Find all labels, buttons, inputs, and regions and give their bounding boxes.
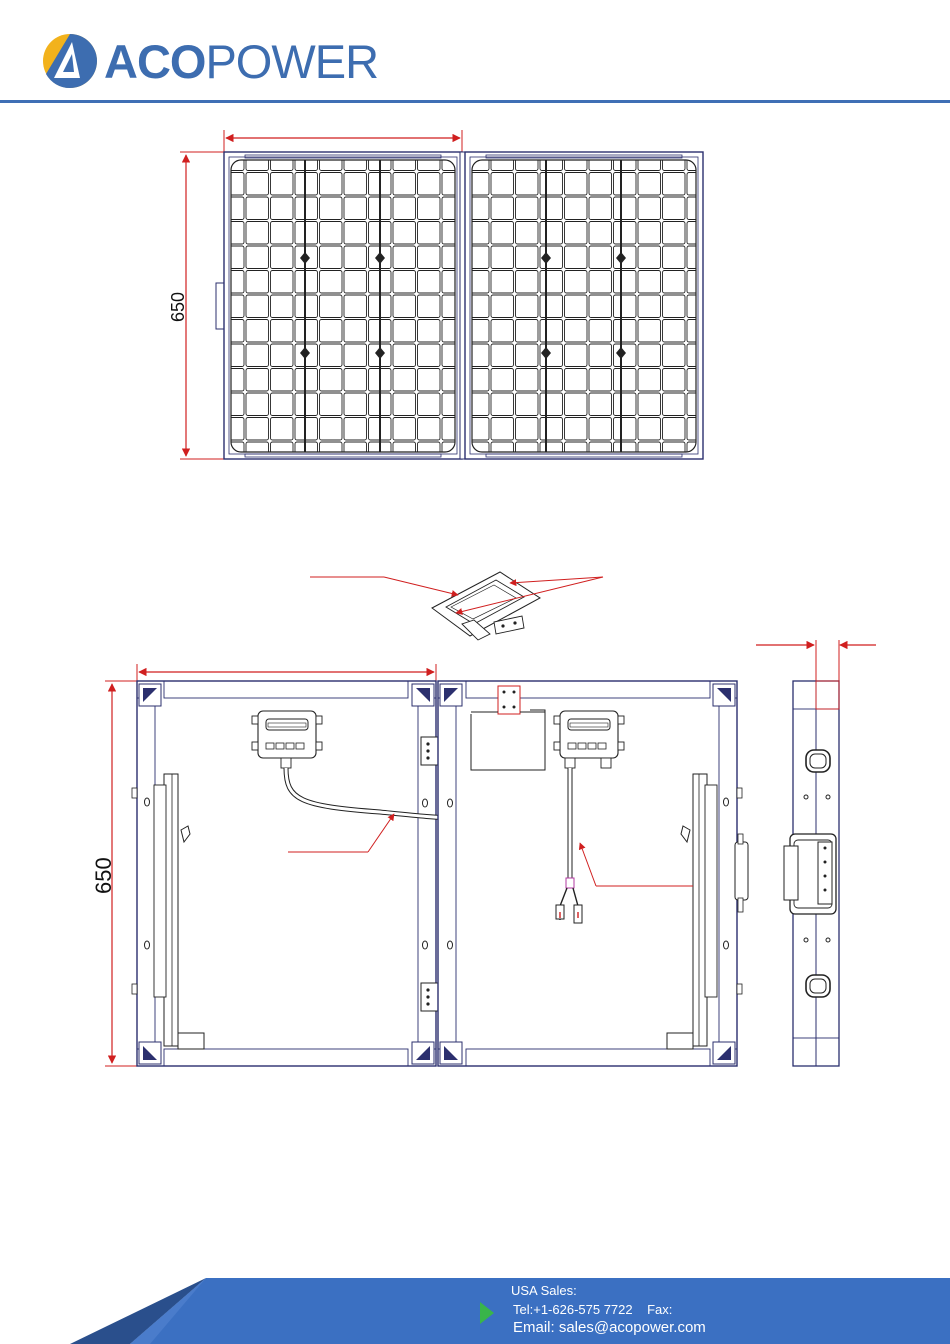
front-right-panel xyxy=(465,152,703,459)
brand-name-bold: ACO xyxy=(104,35,206,88)
rear-view xyxy=(91,664,748,1066)
footer-phone-line: Tel:+1-626-575 7722 Fax: xyxy=(513,1302,673,1317)
footer-background xyxy=(0,1276,950,1344)
front-view xyxy=(168,130,703,459)
play-arrow-icon xyxy=(478,1300,496,1326)
page-footer xyxy=(0,1276,950,1344)
brand-name-regular: POWER xyxy=(205,35,379,88)
side-handle xyxy=(216,283,224,329)
footer-sales-heading: USA Sales: xyxy=(511,1283,577,1298)
front-height-label: 650 xyxy=(168,291,188,322)
side-view xyxy=(756,640,876,1066)
front-left-panel xyxy=(224,152,462,459)
front-width-dimension xyxy=(224,130,462,155)
rear-right-panel xyxy=(438,681,748,1066)
kickstand-bracket-detail xyxy=(310,572,603,640)
rear-height-label: 650 xyxy=(91,857,116,894)
footer-email-line[interactable]: Email: sales@acopower.com xyxy=(513,1319,706,1336)
